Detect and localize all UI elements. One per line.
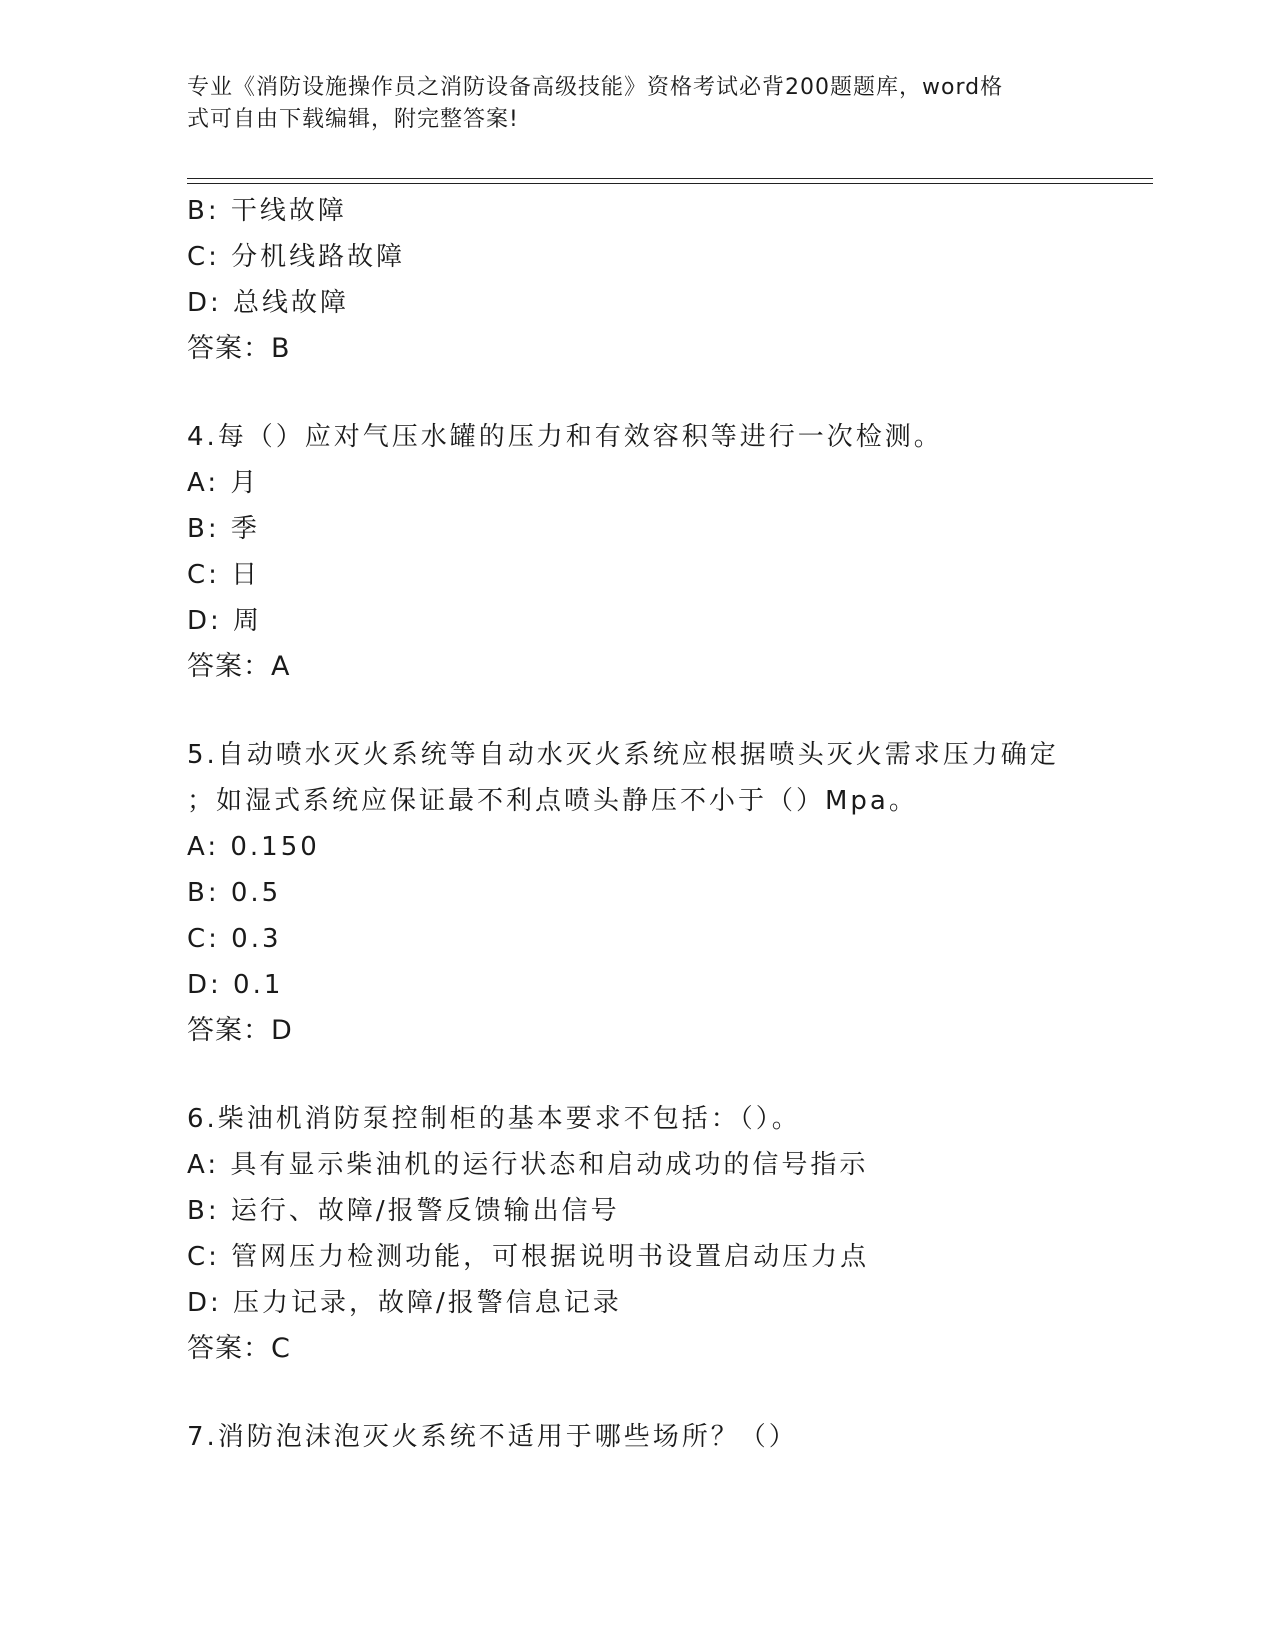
spacer (187, 372, 1087, 414)
document-header (187, 72, 1067, 136)
question-6-answer: 答案：C (187, 1333, 291, 1364)
question-6-block (187, 1096, 1087, 1372)
question-4-option-d: D: 周 (187, 606, 263, 636)
question-5-block (187, 732, 1087, 1054)
header-line-1: 专业《消防设施操作员之消防设备高级技能》资格考试必背200题题库，word格 (187, 75, 1004, 100)
question-3-option-d: D: 总线故障 (187, 288, 350, 318)
question-5-answer: 答案：D (187, 1015, 293, 1046)
question-4-option-b: B: 季 (187, 514, 260, 544)
question-4-option-a: A: 月 (187, 468, 260, 498)
question-6-option-a: A: 具有显示柴油机的运行状态和启动成功的信号指示 (187, 1150, 869, 1180)
spacer (187, 1054, 1087, 1096)
question-4-option-c: C: 日 (187, 560, 261, 590)
question-4-answer: 答案：A (187, 651, 291, 682)
question-5-option-b: B: 0.5 (187, 878, 282, 908)
question-6-option-d: D: 压力记录，故障/报警信息记录 (187, 1288, 622, 1318)
question-7-block (187, 1414, 1087, 1460)
question-6-option-c: C: 管网压力检测功能，可根据说明书设置启动压力点 (187, 1242, 870, 1272)
header-divider-top (187, 178, 1153, 179)
question-6-option-b: B: 运行、故障/报警反馈输出信号 (187, 1196, 620, 1226)
question-4-block (187, 414, 1087, 690)
question-5-text-line-1: 5.自动喷水灭火系统等自动水灭火系统应根据喷头灭火需求压力确定 (187, 740, 1059, 770)
question-3-option-b: B: 干线故障 (187, 196, 347, 226)
question-7-text: 7.消防泡沫泡灭火系统不适用于哪些场所？（） (187, 1422, 798, 1452)
question-4-text: 4.每（）应对气压水罐的压力和有效容积等进行一次检测。 (187, 422, 943, 452)
header-divider-bottom (187, 183, 1153, 184)
header-line-2: 式可自由下载编辑，附完整答案! (187, 107, 519, 132)
spacer (187, 1372, 1087, 1414)
spacer (187, 690, 1087, 732)
question-5-option-d: D: 0.1 (187, 970, 284, 1000)
question-5-option-c: C: 0.3 (187, 924, 282, 954)
question-list (187, 188, 1087, 1460)
question-3-option-c: C: 分机线路故障 (187, 242, 406, 272)
question-6-text: 6.柴油机消防泵控制柜的基本要求不包括：（）。 (187, 1104, 801, 1134)
question-5-text-line-2: ；如湿式系统应保证最不利点喷头静压不小于（）Mpa。 (187, 786, 918, 816)
question-3-answer: 答案：B (187, 333, 291, 364)
question-5-option-a: A: 0.150 (187, 832, 320, 862)
question-3-block (187, 188, 1087, 372)
